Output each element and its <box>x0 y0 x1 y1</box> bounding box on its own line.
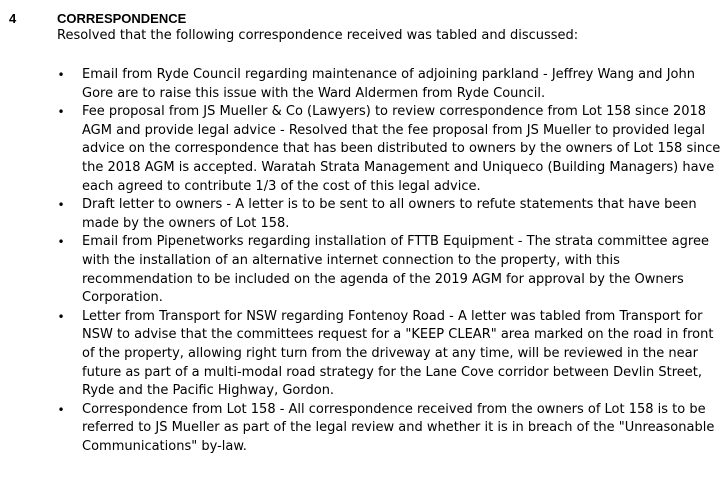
item-text-line: Email from Pipenetworks regarding installation of FTTB Equipment - The strata committee agree <box>82 234 709 250</box>
item-text-line: Letter from Transport for NSW regarding Fontenoy Road - A letter was tabled from Transport for <box>82 308 703 324</box>
item-text-line: NSW to advise that the committees request for a "KEEP CLEAR" area marked on the road in front <box>82 327 714 343</box>
item-text-line: Correspondence from Lot 158 - All correspondence received from the owners of Lot 158 is to be <box>82 401 706 417</box>
bullet-icon: • <box>57 309 65 324</box>
correspondence-list <box>57 66 722 456</box>
item-text-line: future as part of a multi-modal road strategy for the Lane Cove corridor between Devlin Street, <box>82 364 703 380</box>
list-item <box>57 66 722 103</box>
bullet-icon: • <box>57 235 65 250</box>
item-text-line: of the property, allowing right turn from the driveway at any time, will be reviewed in the near <box>82 345 698 361</box>
item-text-line: each agreed to contribute 1/3 of the cost of this legal advice. <box>82 178 481 194</box>
section-intro: Resolved that the following correspondence received was tabled and discussed: <box>57 28 579 43</box>
bullet-icon: • <box>57 68 65 82</box>
item-text-line: with the installation of an alternative internet connection to the property, with this <box>82 252 620 268</box>
bullet-icon: • <box>57 402 65 417</box>
item-text-line: made by the owners of Lot 158. <box>82 215 290 231</box>
item-text-line: recommendation to be included on the agenda of the 2019 AGM for approval by the Owners <box>82 271 684 287</box>
bullet-icon: • <box>57 105 65 120</box>
item-text-line: Draft letter to owners - A letter is to be sent to all owners to refute statements that have been <box>82 197 697 213</box>
item-text-line: the 2018 AGM is accepted. Waratah Strata Management and Uniqueco (Building Managers) have <box>82 159 715 175</box>
item-text-line: Ryde and the Pacific Highway, Gordon. <box>82 383 335 399</box>
item-text-line: Communications" by-law. <box>82 438 247 454</box>
section-heading: CORRESPONDENCE <box>57 11 187 26</box>
list-item <box>57 196 722 233</box>
item-text-line: Email from Ryde Council regarding maintenance of adjoining parkland - Jeffrey Wang and John <box>82 67 695 82</box>
item-text-line: advice on the correspondence that has been distributed to owners by the owners of Lot 158 since <box>82 141 721 157</box>
item-text-line: Corporation. <box>82 290 163 306</box>
item-text-line: Gore are to raise this issue with the Ward Aldermen from Ryde Council. <box>82 85 546 101</box>
bullet-icon: • <box>57 198 65 213</box>
item-text-line: referred to JS Mueller as part of the legal review and whether it is in breach of the "Unreasonable <box>82 420 715 436</box>
item-text-line: Fee proposal from JS Mueller & Co (Lawyers) to review correspondence from Lot 158 since 2018 <box>82 104 707 120</box>
list-item <box>57 401 722 457</box>
list-item <box>57 308 722 401</box>
item-number: 4 <box>9 11 17 26</box>
list-item <box>57 103 722 196</box>
list-item <box>57 233 722 307</box>
item-text-line: AGM and provide legal advice - Resolved that the fee proposal from JS Mueller to provided legal <box>82 122 705 138</box>
